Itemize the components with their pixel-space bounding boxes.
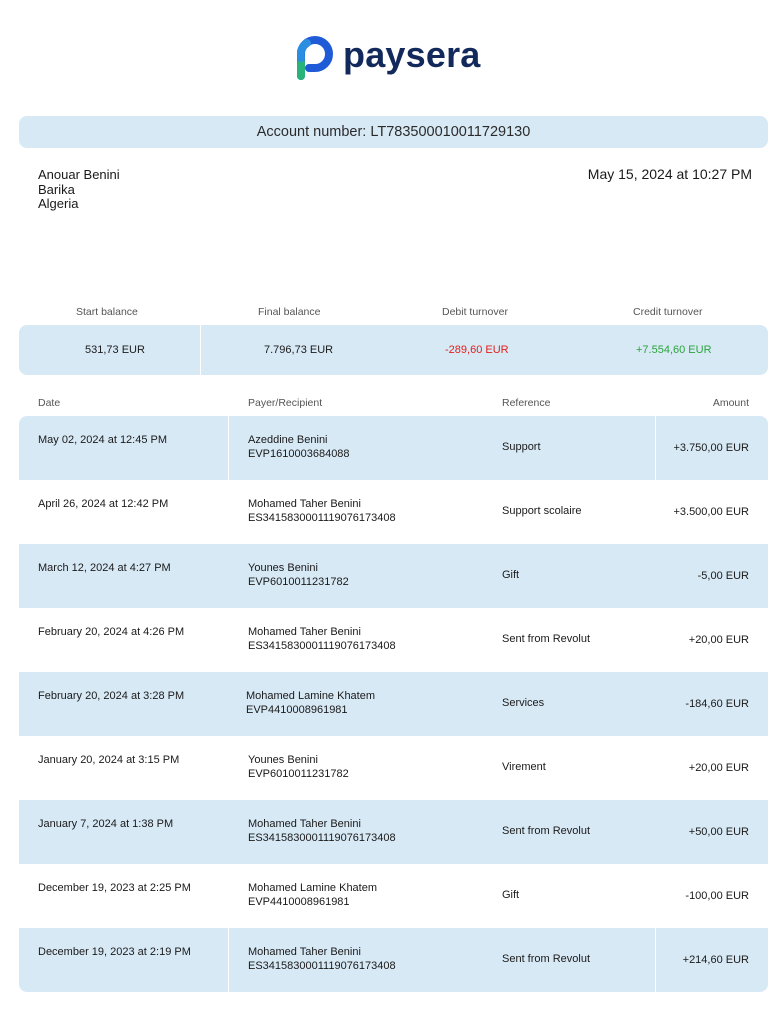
party-name: Mohamed Lamine Khatem — [248, 882, 378, 894]
party-account: EVP4410008961981 — [246, 704, 348, 716]
final-balance-value: 7.796,73 EUR — [264, 344, 334, 356]
transaction-date: December 19, 2023 at 2:25 PM — [38, 882, 191, 894]
account-number-bar: Account number: LT783500010011729130 — [19, 116, 768, 148]
credit-turnover-label: Credit turnover — [633, 306, 703, 318]
party-account: ES3415830001119076173408 — [248, 512, 396, 524]
party-account: ES3415830001119076173408 — [248, 960, 396, 972]
account-holder-address — [38, 168, 120, 212]
party-account: ES3415830001119076173408 — [248, 640, 396, 652]
table-row — [19, 416, 768, 480]
party-account: ES3415830001119076173408 — [248, 832, 396, 844]
transaction-party — [246, 689, 375, 717]
transaction-reference: Support — [502, 441, 541, 453]
party-name: Mohamed Taher Benini — [248, 498, 361, 510]
party-name: Younes Benini — [248, 562, 318, 574]
transaction-date: February 20, 2024 at 4:26 PM — [38, 626, 185, 638]
party-name: Mohamed Lamine Khatem — [246, 690, 376, 702]
party-name: Mohamed Taher Benini — [248, 626, 361, 638]
transaction-amount: -100,00 EUR — [685, 890, 749, 902]
holder-country: Algeria — [38, 196, 79, 211]
date-column-header: Date — [38, 397, 61, 409]
transaction-reference: Gift — [502, 569, 520, 581]
transactions-table — [19, 416, 768, 992]
transaction-amount: +214,60 EUR — [682, 954, 749, 966]
transaction-party — [248, 561, 349, 589]
holder-city: Barika — [38, 181, 75, 197]
transaction-reference: Gift — [502, 889, 520, 901]
table-row — [19, 480, 768, 544]
transaction-amount: +20,00 EUR — [688, 762, 749, 774]
transaction-amount: +20,00 EUR — [688, 634, 749, 646]
column-divider — [655, 416, 656, 480]
party-account: EVP6010011231782 — [248, 576, 349, 588]
table-row — [19, 736, 768, 800]
transaction-date: January 7, 2024 at 1:38 PM — [38, 818, 174, 830]
party-account: EVP4410008961981 — [248, 896, 350, 908]
transaction-date: April 26, 2024 at 12:42 PM — [38, 498, 169, 510]
transaction-party — [248, 817, 396, 845]
summary-divider — [200, 325, 201, 375]
table-row — [19, 608, 768, 672]
debit-turnover-label: Debit turnover — [442, 306, 508, 318]
transaction-date: December 19, 2023 at 2:19 PM — [38, 946, 191, 958]
payer-column-header: Payer/Recipient — [248, 397, 323, 409]
logo-wordmark: paysera — [343, 34, 481, 75]
transaction-party — [248, 625, 396, 653]
paysera-logo — [297, 36, 481, 80]
transaction-amount: -5,00 EUR — [697, 570, 749, 582]
party-account: EVP6010011231782 — [248, 768, 349, 780]
transaction-party — [248, 881, 377, 909]
transaction-reference: Sent from Revolut — [502, 633, 591, 645]
paysera-logo-icon — [297, 36, 333, 80]
reference-column-header: Reference — [502, 397, 551, 409]
party-name: Azeddine Benini — [248, 434, 328, 446]
transaction-date: March 12, 2024 at 4:27 PM — [38, 562, 171, 574]
credit-turnover-value: +7.554,60 EUR — [636, 344, 712, 356]
transaction-party — [248, 945, 396, 973]
start-balance-value: 531,73 EUR — [85, 344, 145, 356]
column-divider — [655, 928, 656, 992]
transaction-party — [248, 753, 349, 781]
transactions-header — [19, 397, 768, 411]
table-row — [19, 544, 768, 608]
transaction-date: February 20, 2024 at 3:28 PM — [38, 690, 185, 702]
transaction-reference: Support scolaire — [502, 505, 582, 517]
transaction-party — [248, 497, 396, 525]
table-row — [19, 928, 768, 992]
transaction-reference: Services — [502, 697, 545, 709]
table-row — [19, 672, 768, 736]
party-name: Mohamed Taher Benini — [248, 818, 361, 830]
statement-date: May 15, 2024 at 10:27 PM — [587, 166, 752, 182]
table-row — [19, 800, 768, 864]
transaction-amount: +3.750,00 EUR — [673, 442, 749, 454]
transaction-reference: Virement — [502, 761, 546, 773]
start-balance-label: Start balance — [76, 306, 138, 318]
party-account: EVP1610003684088 — [248, 448, 350, 460]
transaction-reference: Sent from Revolut — [502, 825, 591, 837]
transaction-amount: +50,00 EUR — [688, 826, 749, 838]
party-name: Younes Benini — [248, 754, 318, 766]
table-row — [19, 864, 768, 928]
transaction-reference: Sent from Revolut — [502, 953, 591, 965]
party-name: Mohamed Taher Benini — [248, 946, 361, 958]
column-divider — [228, 928, 229, 992]
final-balance-label: Final balance — [258, 306, 321, 318]
debit-turnover-value: -289,60 EUR — [445, 344, 509, 356]
holder-name: Anouar Benini — [38, 167, 120, 182]
summary-box — [19, 325, 768, 375]
transaction-amount: -184,60 EUR — [685, 698, 749, 710]
transaction-amount: +3.500,00 EUR — [673, 506, 749, 518]
summary-header — [19, 306, 768, 320]
transaction-date: January 20, 2024 at 3:15 PM — [38, 754, 180, 766]
transaction-date: May 02, 2024 at 12:45 PM — [38, 434, 168, 446]
column-divider — [228, 416, 229, 480]
amount-column-header: Amount — [712, 397, 749, 409]
transaction-party — [248, 433, 350, 461]
